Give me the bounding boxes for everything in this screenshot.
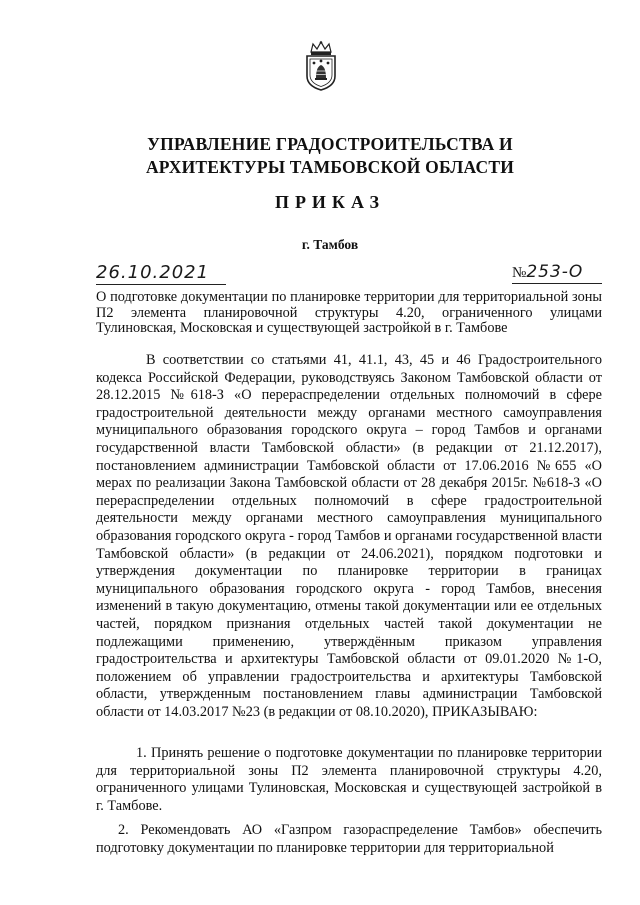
organization-name-line-2: АРХИТЕКТУРЫ ТАМБОВСКОЙ ОБЛАСТИ	[145, 157, 515, 177]
handwritten-date: 26.10.2021	[96, 262, 226, 285]
organization-name-line-1: УПРАВЛЕНИЕ ГРАДОСТРОИТЕЛЬСТВА И	[147, 134, 513, 154]
document-subject: О подготовке документации по планировке территории для территориальной зоны П2 элемента планировочной структуры 4.20, ограниченного улицами Тулиновская, Московская и существующей застройкой в г. Тамбове	[96, 289, 602, 337]
organization-name	[60, 133, 600, 179]
order-item-1: 1. Принять решение о подготовке документации по планировке территории для территориальной зоны П2 элемента планировочной структуры 4.20, ограниченного улицами Тулиновская, Московская и существующей застройкой в г. Тамбове.	[96, 745, 602, 814]
preamble-paragraph: В соответствии со статьями 41, 41.1, 43, 45 и 46 Градостроительного кодекса Российской Федерации, руководствуясь Законом Тамбовской области от 28.12.2015 №618-З «О перераспределении отдельных полномочий в сфере градостроительной деятельности между органами местного самоуправления муниципального образования городского округа – город Тамбов и органами государственной власти Тамбовской области» (в редакции от 21.12.2017), постановлением администрации Тамбовской области от 17.06.2016 №655 «О мерах по реализации Закона Тамбовской области от 28 декабря 2015г. №618-З «О перераспределении отдельных полномочий в сфере градостроительной деятельности между органами местного самоуправления муниципального образования городского округа - город Тамбов и органами государственной власти Тамбовской области» (в редакции от 24.06.2021), порядком подготовки и утверждения документации по планировке территории в границах муниципального образования городского округа - город Тамбов, внесения изменений в такую документацию, отмены такой документации или ее отдельных частей, порядком признания отдельных частей такой документации не подлежащими применению, утверждённым приказом управления градостроительства и архитектуры Тамбовской области от 09.01.2020 №1-О, положением об управлении градостроительства и архитектуры Тамбовской области, утвержденным постановлением главы администрации Тамбовской области от 14.03.2017 №23 (в редакции от 08.10.2020), ПРИКАЗЫВАЮ:	[96, 352, 602, 720]
document-type: ПРИКАЗ	[274, 192, 386, 212]
document-number	[512, 262, 602, 284]
handwritten-number: 253-О	[526, 262, 584, 282]
order-item-2: 2. Рекомендовать АО «Газпром газораспределение Тамбов» обеспечить подготовку документации по планировке территории для территориальной	[96, 822, 602, 856]
document-city: г. Тамбов	[301, 237, 359, 252]
coat-of-arms-icon	[303, 40, 339, 92]
number-sign: №	[512, 265, 527, 281]
